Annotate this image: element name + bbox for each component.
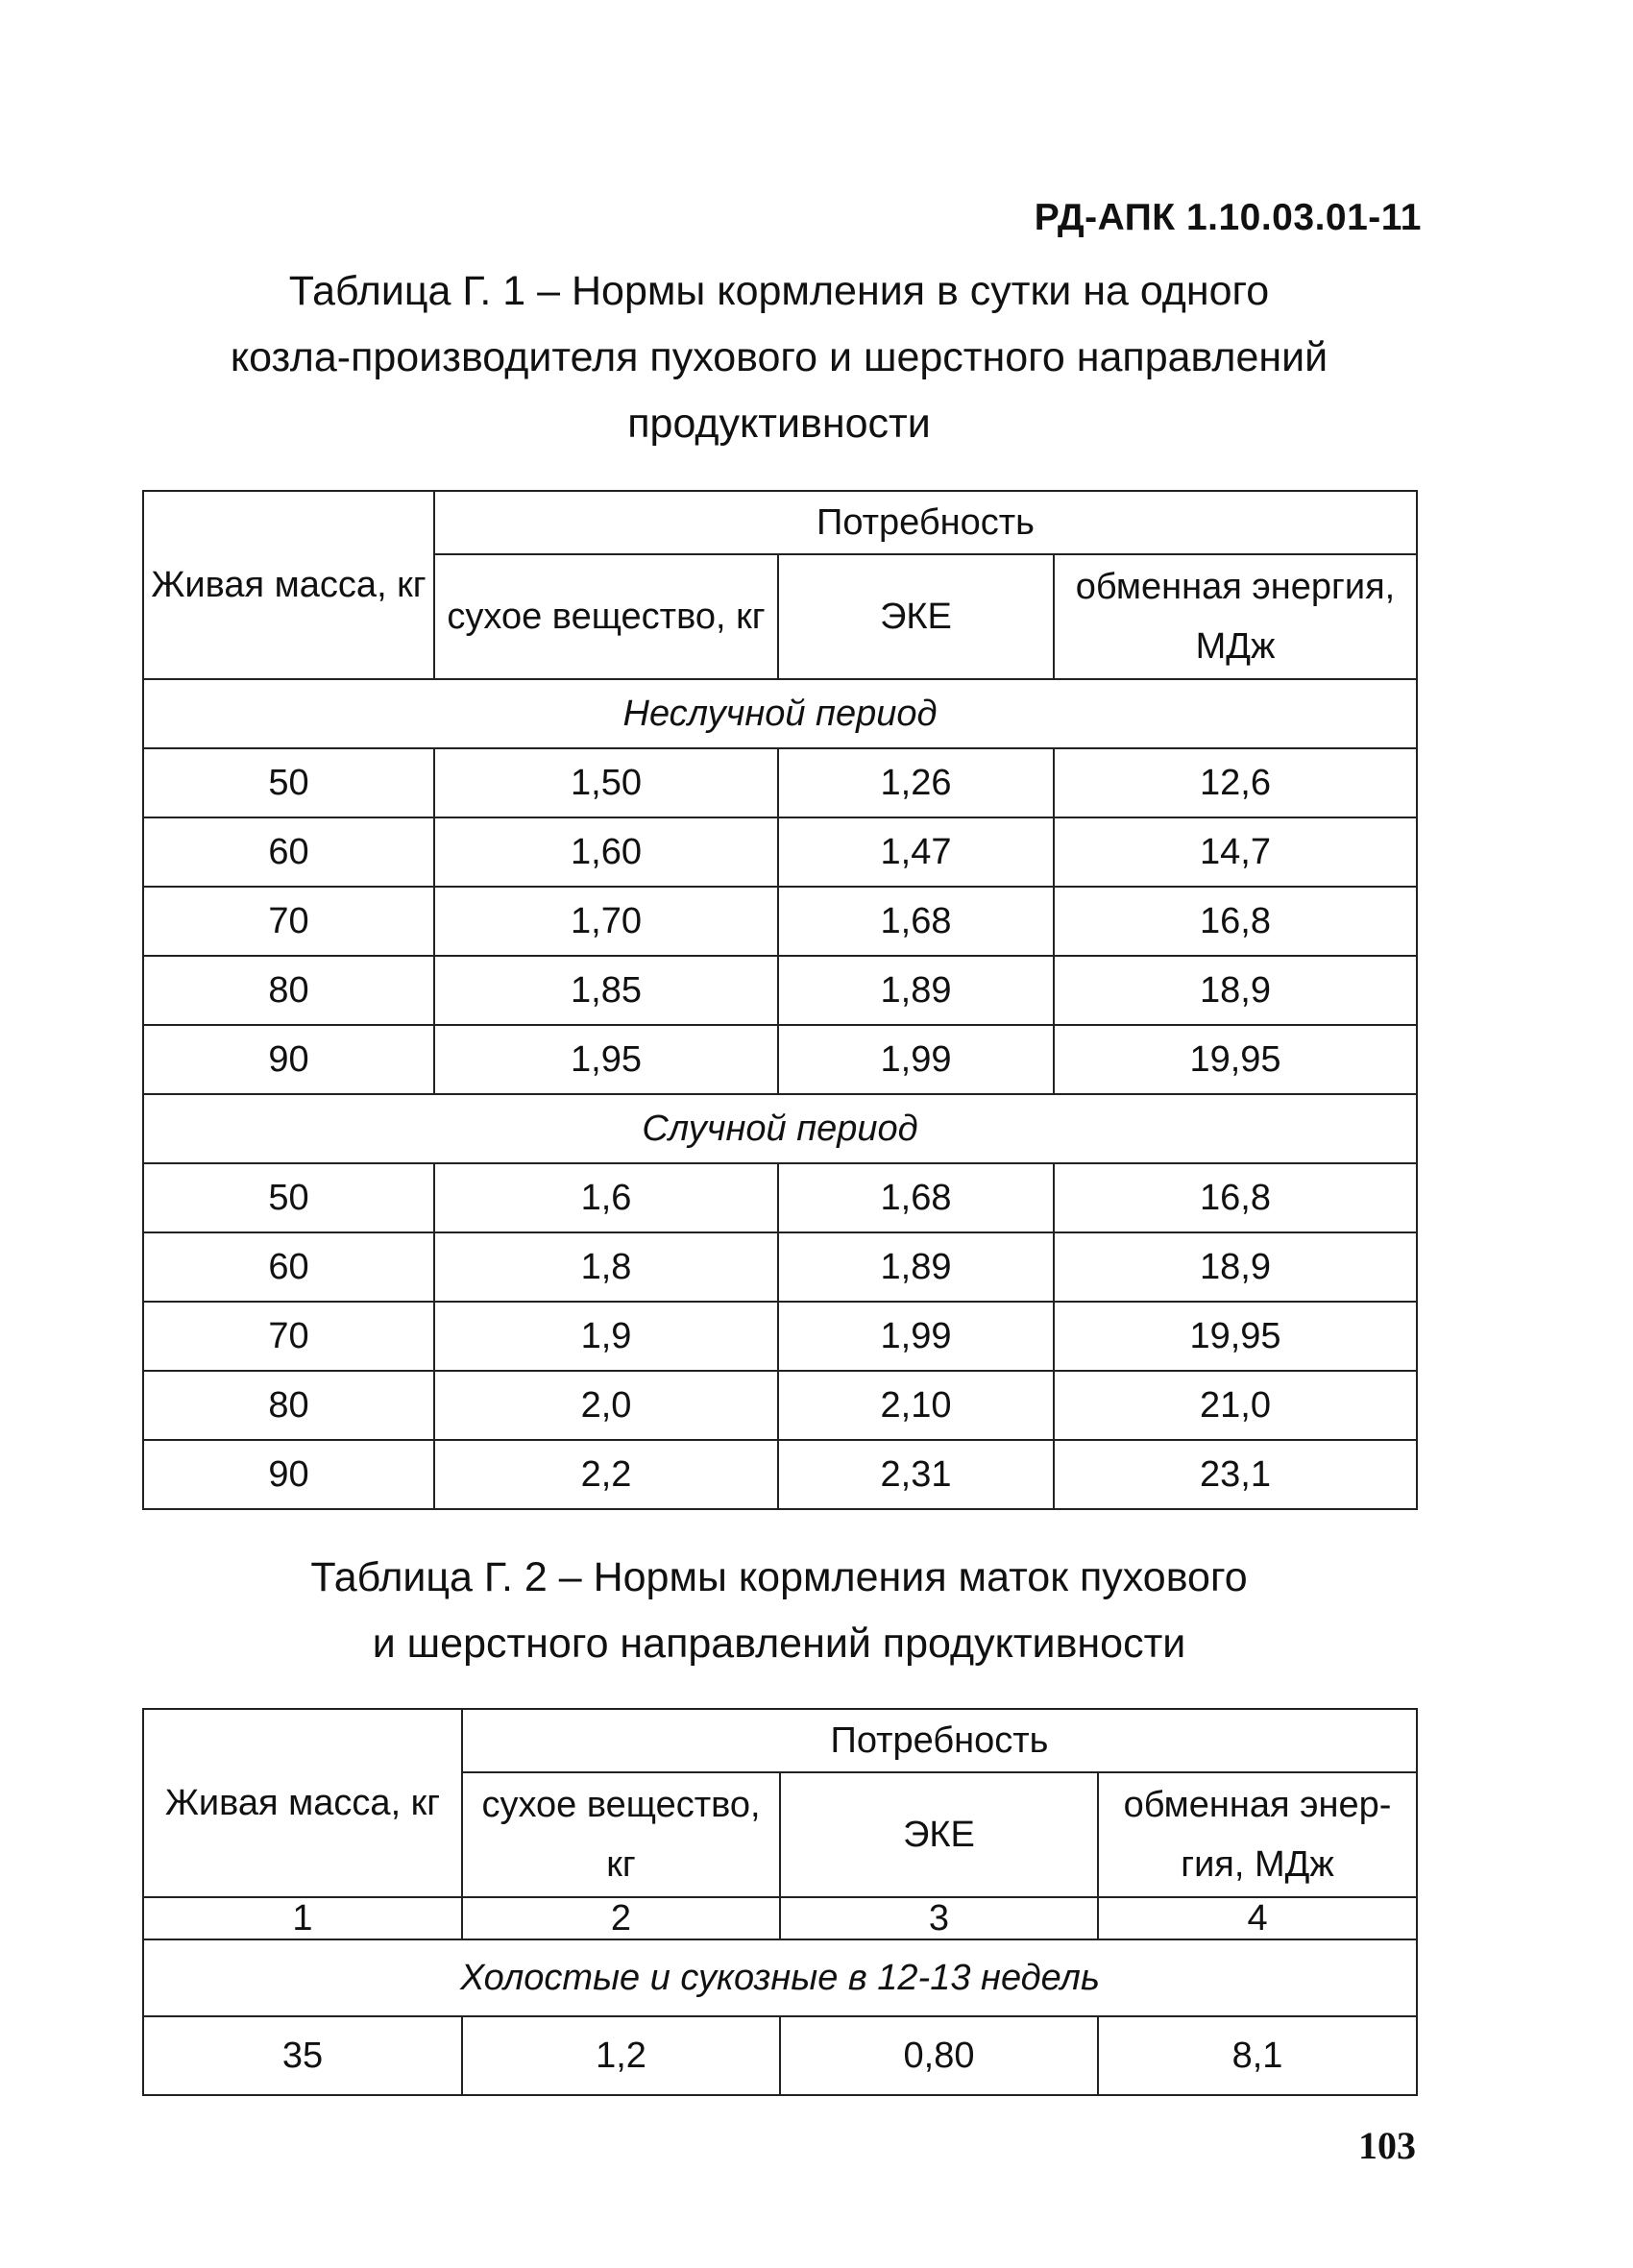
header-requirement: Потребность [434,491,1417,554]
table-cell: 1,26 [778,748,1054,817]
column-number: 4 [1098,1897,1417,1939]
column-number: 3 [780,1897,1098,1939]
table1-caption [142,258,1416,457]
header-text-line: обменная энер- [1123,1785,1392,1825]
table-cell: 90 [143,1025,434,1094]
header-text-line: кг [606,1844,636,1885]
table-cell: 1,2 [462,2016,780,2095]
header-text-line: обменная энергия, [1075,567,1396,607]
table-cell: 1,95 [434,1025,778,1094]
table-cell: 1,68 [778,887,1054,956]
table-cell: 80 [143,956,434,1025]
section-row [143,679,1417,748]
table-cell: 1,47 [778,817,1054,887]
table-cell: 23,1 [1054,1440,1417,1509]
table-cell: 2,2 [434,1440,778,1509]
header-metabolic-energy [1098,1772,1417,1897]
header-live-weight: Живая масса, кг [143,1709,462,1897]
caption-line: козла-производителя пухового и шерстного направлений [230,334,1328,380]
table-cell: 19,95 [1054,1302,1417,1371]
table-cell: 1,85 [434,956,778,1025]
table-cell: 0,80 [780,2016,1098,2095]
table-cell: 12,6 [1054,748,1417,817]
table-row [143,956,1417,1025]
table-cell: 18,9 [1054,956,1417,1025]
column-number: 1 [143,1897,462,1939]
table-row [143,887,1417,956]
table-cell: 1,9 [434,1302,778,1371]
table-cell: 1,99 [778,1302,1054,1371]
caption-line: продуктивности [627,401,931,447]
header-text-line: гия, МДж [1181,1844,1334,1885]
table-row [143,1163,1417,1232]
table-cell: 1,60 [434,817,778,887]
caption-line: и шерстного направлений продуктивности [372,1621,1186,1667]
table-cell: 35 [143,2016,462,2095]
table-cell: 1,6 [434,1163,778,1232]
table-cell: 14,7 [1054,817,1417,887]
header-dry-matter [462,1772,780,1897]
table-cell: 18,9 [1054,1232,1417,1302]
table-cell: 19,95 [1054,1025,1417,1094]
feeding-norms-table-1 [142,490,1418,1510]
header-live-weight: Живая масса, кг [143,491,434,679]
table-cell: 21,0 [1054,1371,1417,1440]
caption-line: Таблица Г. 2 – Нормы кормления маток пухового [310,1554,1248,1600]
table-cell: 50 [143,1163,434,1232]
document-code: РД-АПК 1.10.03.01-11 [1034,197,1422,238]
table-cell: 1,70 [434,887,778,956]
table-row [143,1440,1417,1509]
header-eke: ЭКЕ [778,554,1054,679]
section-title: Случной период [143,1094,1417,1163]
table-row [143,817,1417,887]
header-text-line: МДж [1195,626,1276,667]
table-cell: 2,10 [778,1371,1054,1440]
table-cell: 60 [143,817,434,887]
table-row [143,2016,1417,2095]
section-row [143,1094,1417,1163]
table-row [143,1232,1417,1302]
table-cell: 80 [143,1371,434,1440]
header-dry-matter: сухое вещество, кг [434,554,778,679]
table-row [143,1025,1417,1094]
table-cell: 16,8 [1054,887,1417,956]
table-cell: 2,0 [434,1371,778,1440]
section-row [143,1939,1417,2016]
table-cell: 16,8 [1054,1163,1417,1232]
table-cell: 1,8 [434,1232,778,1302]
section-title: Неслучной период [143,679,1417,748]
table-cell: 1,89 [778,956,1054,1025]
table2-caption [142,1545,1416,1677]
table-cell: 1,50 [434,748,778,817]
table-cell: 70 [143,1302,434,1371]
table-row [143,748,1417,817]
table-cell: 2,31 [778,1440,1054,1509]
table-cell: 8,1 [1098,2016,1417,2095]
table-row [143,1302,1417,1371]
header-requirement: Потребность [462,1709,1417,1772]
page-number: 103 [1358,2124,1416,2167]
caption-line: Таблица Г. 1 – Нормы кормления в сутки на одного [288,268,1270,314]
table-cell: 70 [143,887,434,956]
table-cell: 50 [143,748,434,817]
table-row [143,1371,1417,1440]
table-cell: 1,89 [778,1232,1054,1302]
header-text-line: сухое вещество, [481,1785,761,1825]
header-metabolic-energy [1054,554,1417,679]
header-eke: ЭКЕ [780,1772,1098,1897]
section-title: Холостые и сукозные в 12-13 недель [143,1939,1417,2016]
table-cell: 1,99 [778,1025,1054,1094]
table-cell: 1,68 [778,1163,1054,1232]
table-cell: 90 [143,1440,434,1509]
column-number: 2 [462,1897,780,1939]
table-cell: 60 [143,1232,434,1302]
feeding-norms-table-2 [142,1708,1418,2096]
